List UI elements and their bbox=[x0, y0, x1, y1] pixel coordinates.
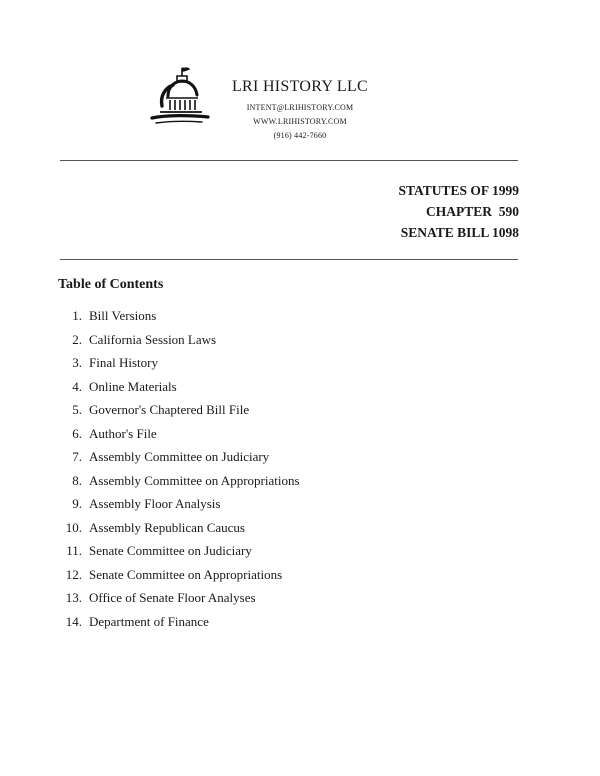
toc-item-number: 10. bbox=[65, 519, 82, 535]
toc-item-label: Final History bbox=[89, 355, 158, 370]
toc-item-label: Assembly Republican Caucus bbox=[89, 519, 245, 535]
toc-item-number: 11. bbox=[66, 543, 82, 558]
toc-item-number: 5. bbox=[72, 402, 82, 417]
company-website: WWW.LRIHISTORY.COM bbox=[253, 117, 347, 126]
toc-item-label: Senate Committee on Judiciary bbox=[89, 543, 252, 558]
toc-item-number: 8. bbox=[72, 472, 82, 488]
toc-item-number: 3. bbox=[72, 355, 82, 370]
toc-item bbox=[58, 541, 300, 565]
toc-item-number: 1. bbox=[72, 308, 82, 323]
toc-item-label: Office of Senate Floor Analyses bbox=[89, 590, 256, 605]
toc-item-number: 2. bbox=[72, 331, 82, 347]
toc-item-number: 14. bbox=[65, 613, 82, 629]
toc-item-label: Online Materials bbox=[89, 378, 177, 394]
toc-item bbox=[58, 306, 300, 330]
company-phone: (916) 442-7660 bbox=[273, 131, 327, 140]
toc-item bbox=[58, 588, 300, 612]
toc-item bbox=[58, 353, 300, 377]
toc-item-number: 12. bbox=[65, 566, 82, 582]
toc-item-label: Assembly Floor Analysis bbox=[89, 496, 221, 511]
toc-item bbox=[58, 494, 300, 518]
toc-item bbox=[58, 518, 300, 542]
toc-item-number: 4. bbox=[72, 378, 82, 394]
toc-item bbox=[58, 400, 300, 424]
toc-item-label: Bill Versions bbox=[89, 308, 157, 323]
toc-item bbox=[58, 330, 300, 354]
toc-item-label: Governor's Chaptered Bill File bbox=[89, 402, 250, 417]
company-email: INTENT@LRIHISTORY.COM bbox=[246, 103, 354, 112]
bottom-divider bbox=[60, 259, 518, 260]
toc-item bbox=[58, 612, 300, 636]
toc-item bbox=[58, 447, 300, 471]
toc-item-label: Author's File bbox=[89, 425, 157, 441]
toc-item-label: California Session Laws bbox=[89, 331, 217, 347]
toc-title: Table of Contents bbox=[58, 277, 164, 292]
toc-item-number: 7. bbox=[72, 449, 82, 464]
toc-item-number: 9. bbox=[72, 496, 82, 511]
bill-number: SENATE BILL 1098 bbox=[400, 225, 519, 240]
toc-list bbox=[58, 306, 300, 635]
company-name: LRI HISTORY LLC bbox=[231, 78, 369, 95]
toc-item-label: Department of Finance bbox=[89, 613, 209, 629]
toc-item-number: 6. bbox=[72, 425, 82, 441]
toc-item bbox=[58, 471, 300, 495]
capitol-dome-icon bbox=[146, 66, 212, 136]
toc-item-label: Assembly Committee on Appropriations bbox=[89, 472, 300, 488]
chapter-number: CHAPTER 590 bbox=[425, 204, 519, 219]
statute-block bbox=[398, 180, 519, 243]
toc-item-label: Assembly Committee on Judiciary bbox=[89, 449, 270, 464]
top-divider bbox=[60, 160, 518, 161]
toc-item-label: Senate Committee on Appropriations bbox=[89, 566, 283, 582]
statutes-year: STATUTES OF 1999 bbox=[398, 183, 519, 198]
toc-item-number: 13. bbox=[65, 590, 82, 605]
toc-item bbox=[58, 565, 300, 589]
company-info bbox=[222, 78, 378, 143]
toc-item bbox=[58, 377, 300, 401]
toc-item bbox=[58, 424, 300, 448]
